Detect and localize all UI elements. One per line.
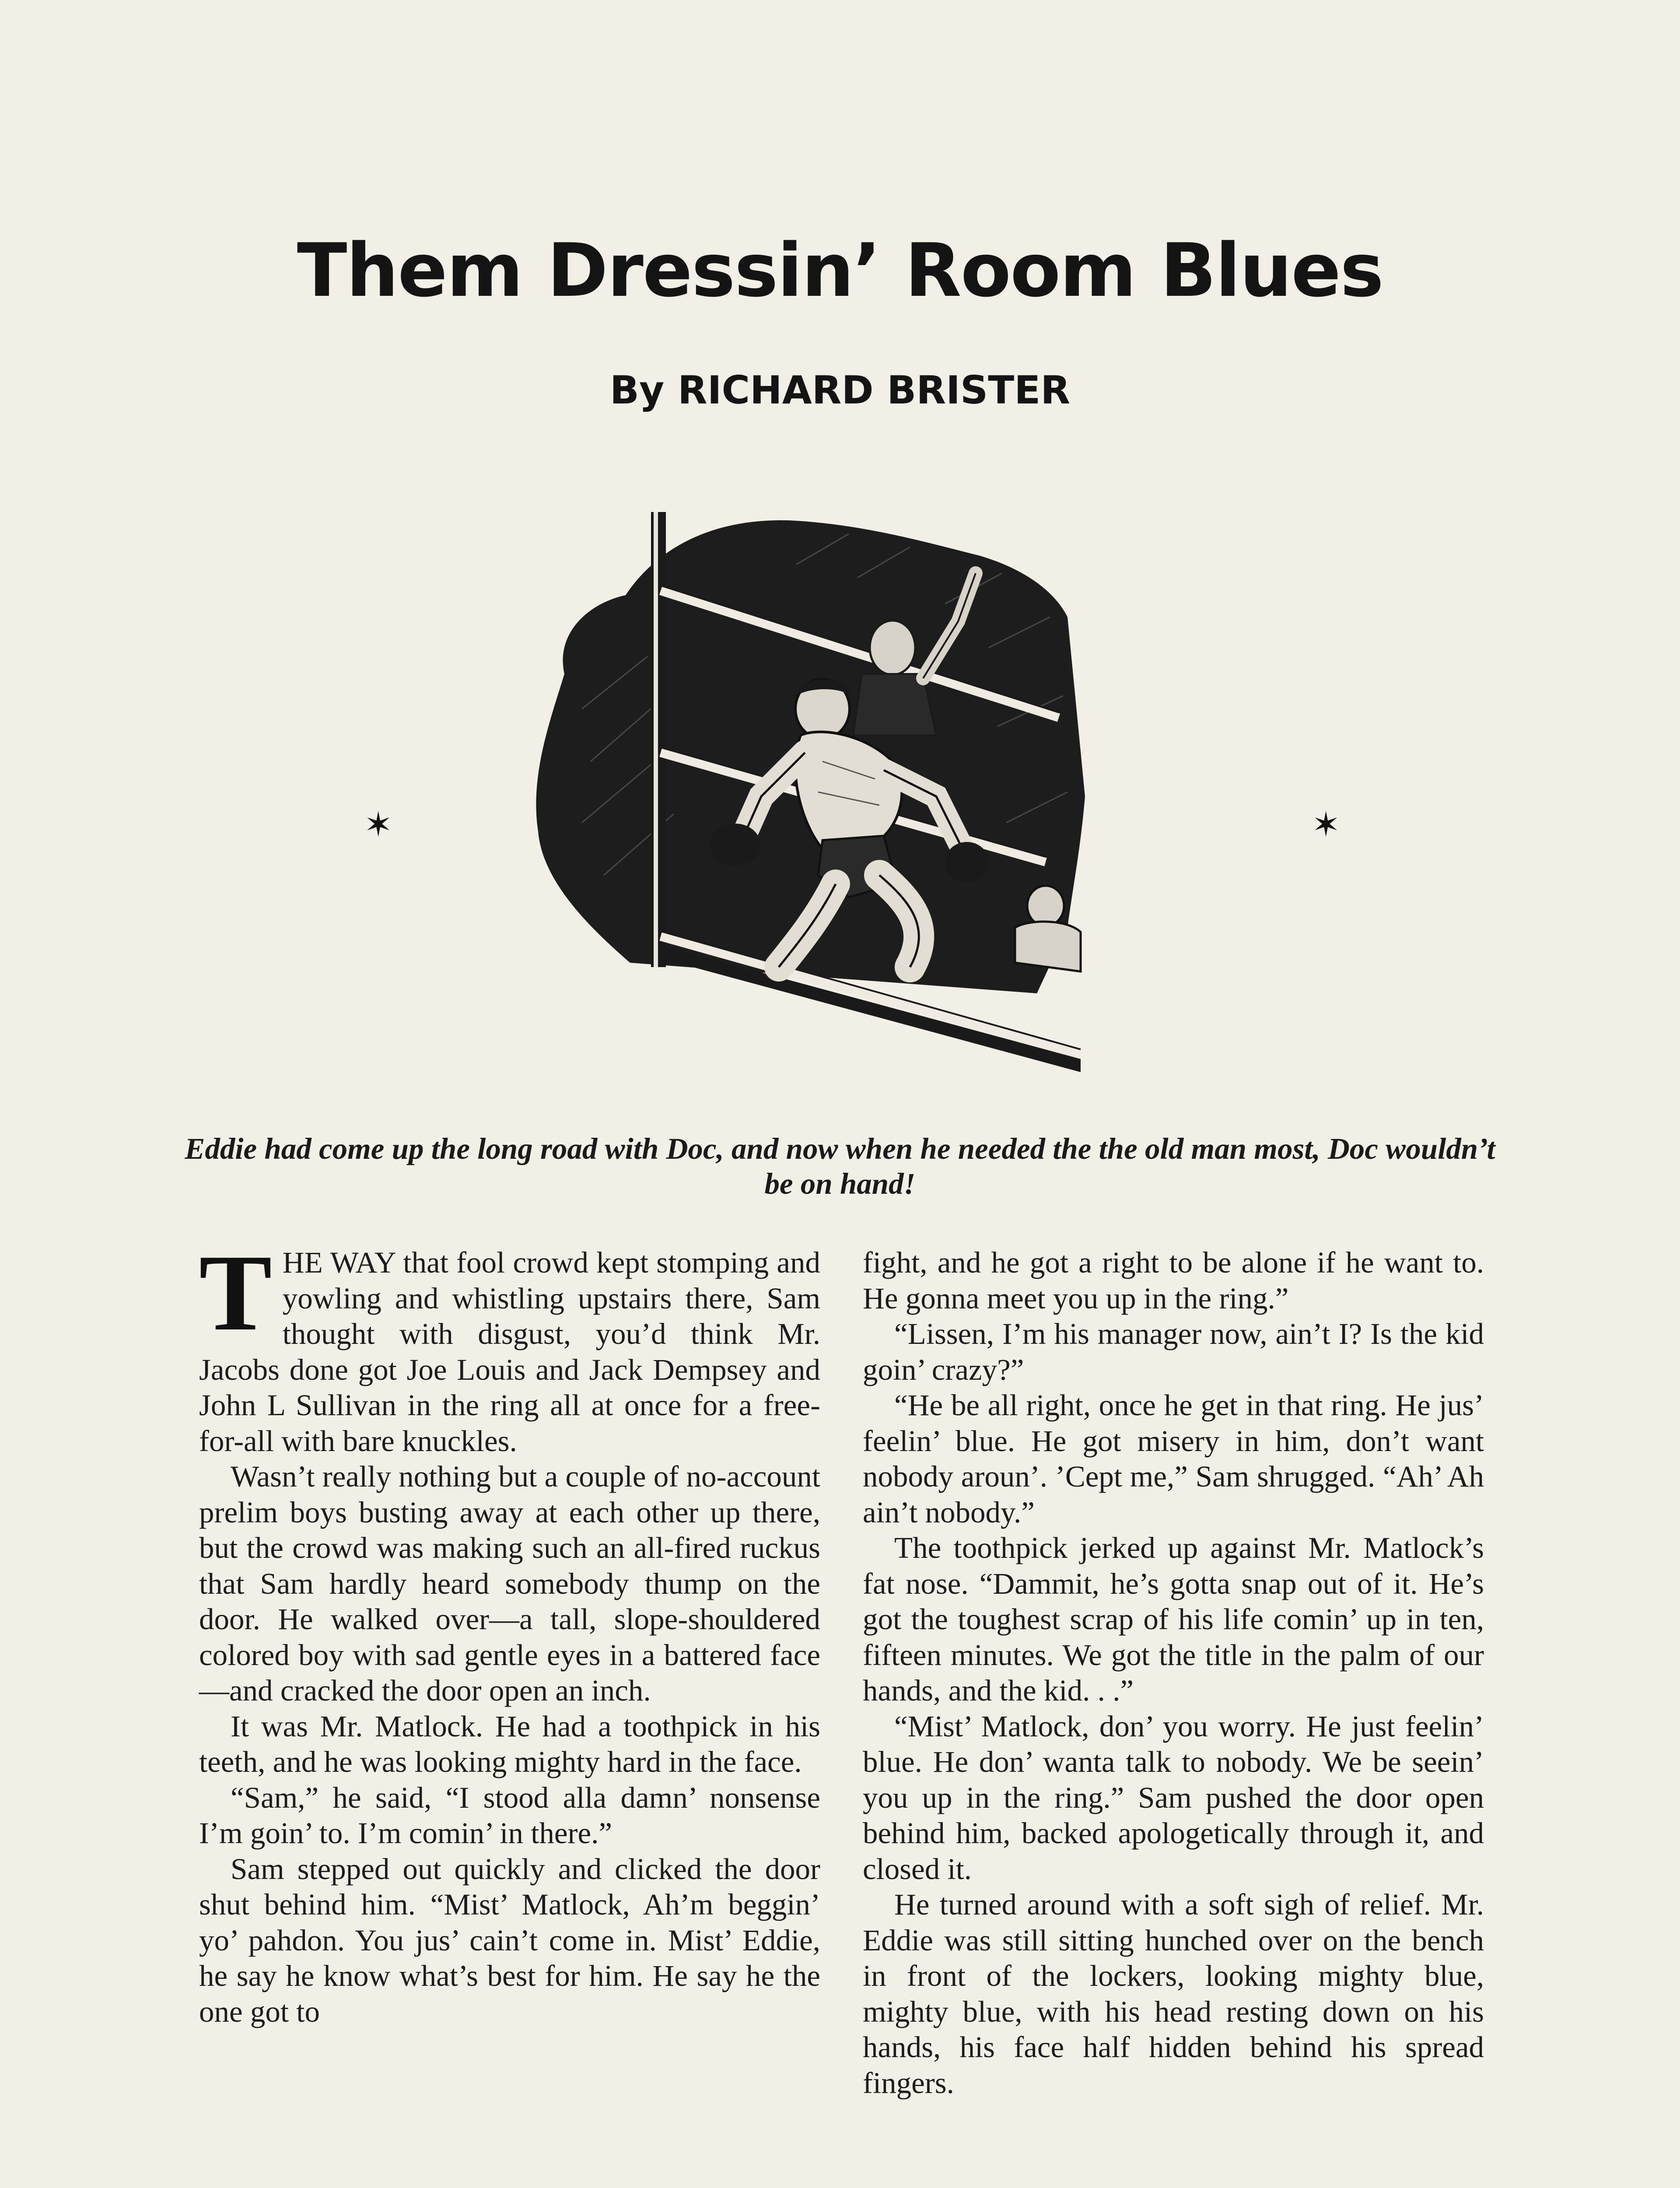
paragraph: Sam stepped out quickly and clicked the door shut behind him. “Mist’ Matlock, Ah’m beggin’ yo’ pahdon. You jus’ cain’t come in. Mist’ Eddie, he say he know what’s best for him. He say he the one got to xyxy=(199,1852,820,2028)
column-right xyxy=(863,1245,1484,2101)
paragraph: “Lissen, I’m his manager now, ain’t I? Is the kid goin’ crazy?” xyxy=(863,1317,1484,1386)
paragraph: The toothpick jerked up against Mr. Matlock’s fat nose. “Dammit, he’s gotta snap out of it. He’s got the toughest scrap of his life comin’ up in ten, fifteen minutes. We got the title in the palm of our hands, and the kid. . .” xyxy=(863,1531,1484,1707)
paragraph: He turned around with a soft sigh of relief. Mr. Eddie was still sitting hunched over on the bench in front of the lockers, looking mighty blue, mighty blue, with his head resting down on his hands, his face half hidden behind his spread fingers. xyxy=(863,1888,1484,2100)
column-left xyxy=(199,1232,820,2030)
story-title: Them Dressin’ Room Blues xyxy=(297,228,1383,313)
paragraph: fight, and he got a right to be alone if he want to. He gonna meet you up in the ring.” xyxy=(863,1246,1484,1315)
story-byline: By RICHARD BRISTER xyxy=(609,368,1071,413)
boxing-ring-illustration xyxy=(516,490,1181,1094)
paragraph: “He be all right, once he get in that ring. He jus’ feelin’ blue. He got misery in him, don’t want nobody aroun’. ’Cept me,” Sam shrugged. “Ah’ Ah ain’t nobody.” xyxy=(863,1389,1484,1529)
star-ornament-right-icon: ✶ xyxy=(1312,805,1340,845)
paragraph: “Mist’ Matlock, don’ you worry. He just feelin’ blue. He don’ wanta talk to nobody. We be seein’ you up in the ring.” Sam pushed the door open behind him, backed apologetically through it, and closed it. xyxy=(863,1709,1484,1886)
paragraph: Wasn’t really nothing but a couple of no-account prelim boys busting away at each other up there, but the crowd was making such an all-fired ruckus that Sam hardly heard somebody thump on the door. He walked over—a tall, slope-shouldered colored boy with sad gentle eyes in a battered face—and cracked the door open an inch. xyxy=(199,1460,820,1707)
paragraph xyxy=(199,1232,820,1459)
star-ornament-left-icon: ✶ xyxy=(364,805,393,845)
paragraph-text: HE WAY that fool crowd kept stomping and yowling and whistling upstairs there, Sam thought with disgust, you’d think Mr. Jacobs done got Joe Louis and Jack Dempsey and John L Sullivan in the ring all at once for a free-for-all with bare knuckles. xyxy=(199,1246,820,1458)
paragraph: It was Mr. Matlock. He had a toothpick in his teeth, and he was looking mighty hard in the face. xyxy=(199,1709,820,1778)
drop-cap: T xyxy=(199,1232,272,1353)
story-deck: Eddie had come up the long road with Doc, and now when he needed the the old man most, Doc wouldn’t be on hand! xyxy=(185,1132,1495,1200)
paragraph: “Sam,” he said, “I stood alla damn’ nonsense I’m goin’ to. I’m comin’ in there.” xyxy=(199,1781,820,1850)
